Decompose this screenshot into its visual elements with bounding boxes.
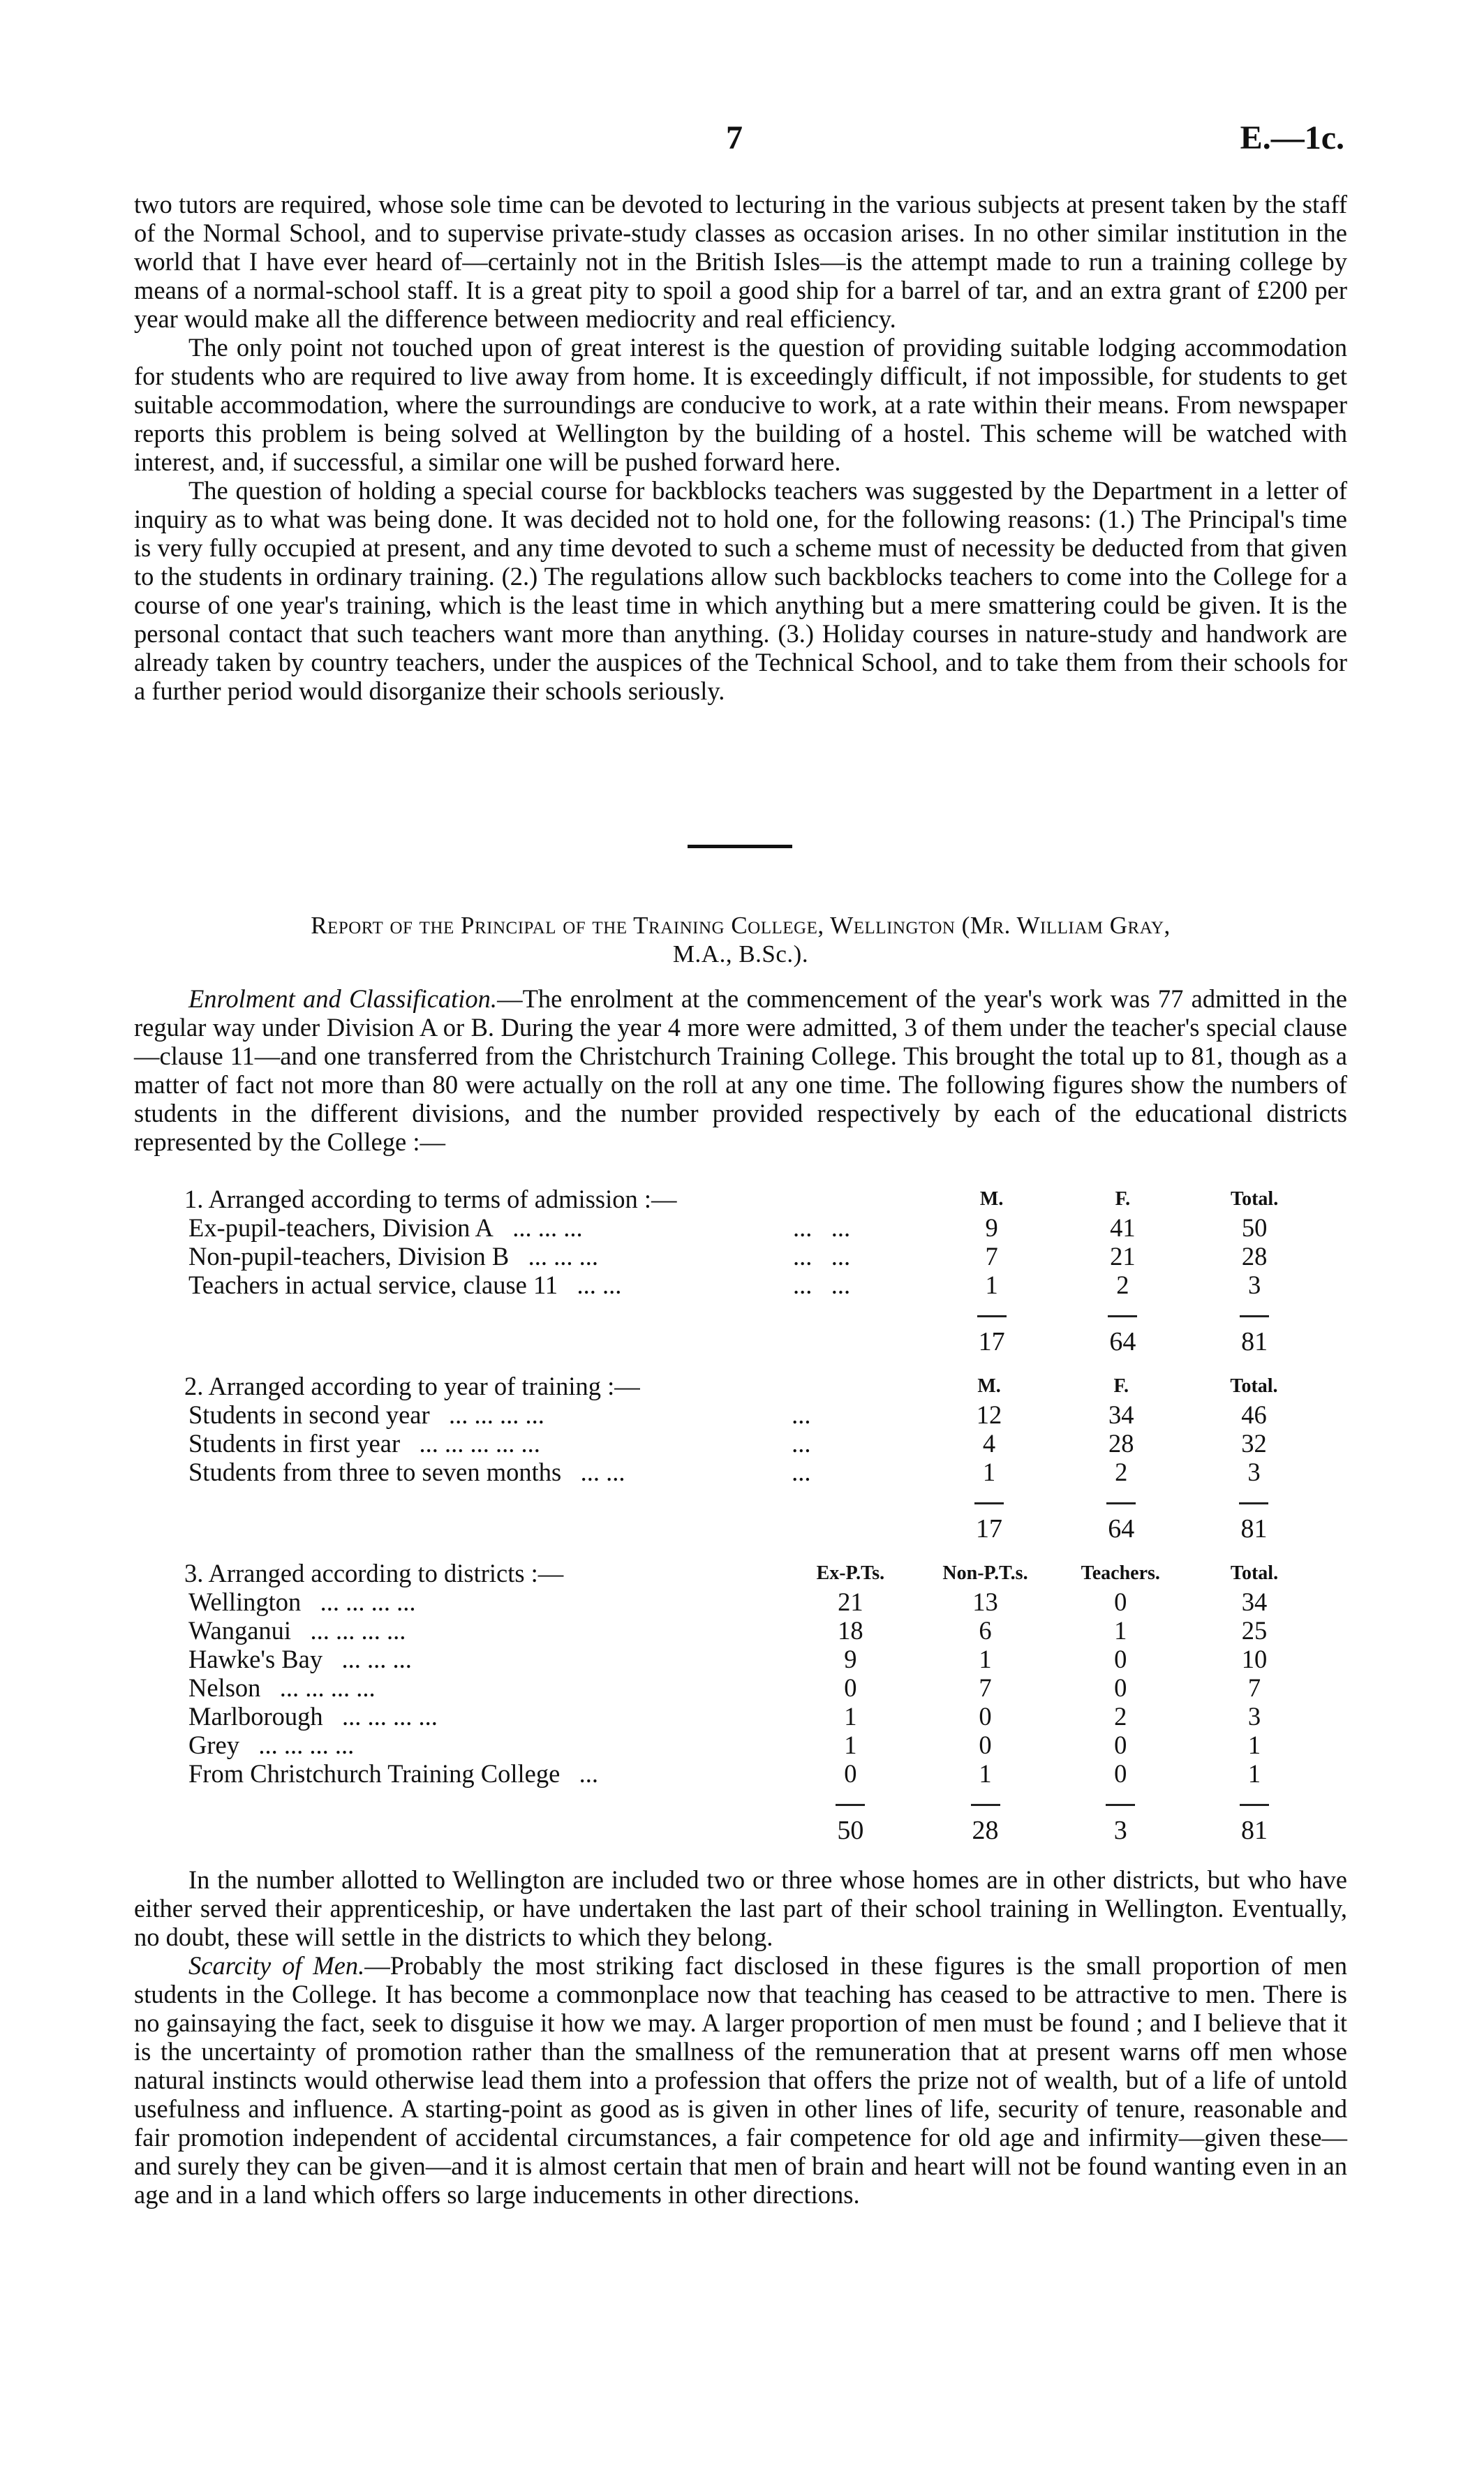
dot-leader: ... ... (792, 1242, 851, 1271)
table-row (134, 1400, 1321, 1429)
report-heading-line2: M.A., B.Sc.). (672, 940, 809, 968)
total-teachers: 3 (1113, 1816, 1127, 1845)
districts-table (134, 1559, 1321, 1845)
cell-ex-pt: 1 (844, 1702, 857, 1731)
column-header: Teachers. (1081, 1562, 1160, 1584)
cell-total: 34 (1241, 1587, 1268, 1616)
scarcity-text: —Probably the most striking fact disclosed in these figures is the small proportion of men students in the College. It has become a commonplace now that teaching has ceased to be attractive to men. There is no gainsaying the fact, seek to disguise it how we may. A larger proportion of men must be found ; and I believe that it is the uncertainty of promotion rather than the smallness of the remuneration that at present warns off men whose natural instincts would otherwise lead them into a profession that offers the prize not of wealth, but of a life of untold usefulness and influence. A starting-point as good as is given in other lines of life, security of tenure, reasonable and fair promotion independent of accidental circumstances, a fair competence for old age and infirmity—given these—and surely they can be given—and it is almost certain that men of brain and heart will not be found wanting even in an age and in a land which offers so large inducements in other directions. (134, 1951, 1347, 2209)
dot-leader: ... ... (792, 1271, 851, 1299)
table-header-row (134, 1372, 1321, 1400)
row-label: Wellington ... ... ... ... (188, 1587, 416, 1616)
cell-non-pt: 7 (979, 1673, 992, 1702)
row-label: Non-pupil-teachers, Division B ... ... ... (188, 1242, 598, 1271)
table-row (134, 1213, 1321, 1242)
cell-non-pt: 13 (972, 1587, 998, 1616)
rule-dash (1106, 1502, 1136, 1504)
closing-section (134, 1865, 1347, 2209)
document-reference: E.—1c. (1240, 119, 1344, 156)
enrolment-paragraph (134, 984, 1347, 1156)
enrolment-title: Enrolment and Classification. (188, 984, 498, 1013)
total-total: 81 (1240, 1816, 1268, 1845)
cell-non-pt: 1 (979, 1645, 992, 1673)
rule-row (134, 1486, 1321, 1515)
scarcity-paragraph (134, 1951, 1347, 2209)
cell-ex-pt: 21 (838, 1587, 863, 1616)
table-row (134, 1429, 1321, 1458)
dot-leader: ... ... ... (512, 1213, 583, 1242)
table-header-row (134, 1559, 1321, 1587)
total-f: 64 (1108, 1514, 1135, 1544)
table-title: 2. Arranged according to year of training :— (184, 1372, 640, 1400)
cell-f: 2 (1116, 1271, 1129, 1299)
totals-row (134, 1816, 1321, 1845)
table-row (134, 1242, 1321, 1271)
cell-m: 9 (985, 1213, 998, 1242)
table-row (134, 1271, 1321, 1299)
total-m: 17 (976, 1514, 1003, 1544)
cell-total: 50 (1241, 1213, 1268, 1242)
dot-leader: ... ... ... ... (279, 1673, 376, 1702)
intro-section (134, 190, 1347, 705)
table-row (134, 1587, 1321, 1616)
column-header: Total. (1230, 1375, 1278, 1397)
cell-m: 4 (982, 1429, 996, 1458)
dot-leader: ... ... ... ... ... (419, 1429, 540, 1458)
rule-dash (1108, 1315, 1137, 1317)
intro-paragraph: The only point not touched upon of great interest is the question of providing suitable lodging accommodation for students who are required to live away from home. It is exceedingly difficult, if not impossible, for students to get suitable accommodation, where the surroundings are conducive to work, at a rate within their means. From newspaper reports this problem is being solved at Wellington by the building of a hostel. This scheme will be watched with interest, and, if successful, a similar one will be pushed forward here. (134, 333, 1347, 476)
page-number: 7 (726, 119, 743, 156)
totals-row (134, 1328, 1321, 1356)
cell-teachers: 0 (1114, 1731, 1127, 1759)
cell-ex-pt: 18 (838, 1616, 863, 1645)
table-row (134, 1731, 1321, 1759)
dot-leader: ... ... (792, 1213, 851, 1242)
dot-leader: ... ... ... (341, 1645, 412, 1673)
cell-total: 1 (1247, 1759, 1261, 1788)
row-label: Teachers in actual service, clause 11 ... ... (188, 1271, 622, 1299)
table-row (134, 1616, 1321, 1645)
rule-dash (1106, 1804, 1135, 1806)
dot-leader: ... ... (577, 1271, 622, 1299)
cell-non-pt: 6 (979, 1616, 992, 1645)
column-header: Total. (1230, 1562, 1279, 1584)
row-label: Ex-pupil-teachers, Division A ... ... ... (188, 1213, 583, 1242)
cell-non-pt: 0 (979, 1702, 992, 1731)
cell-teachers: 0 (1114, 1759, 1127, 1788)
cell-m: 1 (985, 1271, 998, 1299)
row-label: Hawke's Bay ... ... ... (188, 1645, 412, 1673)
row-label: Students in second year ... ... ... ... (188, 1400, 544, 1429)
section-divider (688, 845, 792, 848)
cell-teachers: 1 (1114, 1616, 1127, 1645)
row-label: Grey ... ... ... ... (188, 1731, 355, 1759)
totals-row (134, 1515, 1321, 1544)
cell-non-pt: 1 (979, 1759, 992, 1788)
cell-non-pt: 0 (979, 1731, 992, 1759)
intro-paragraph: The question of holding a special course for backblocks teachers was suggested by the Department in a letter of inquiry as to what was being done. It was decided not to hold one, for the following reasons: (1.) The Principal's time is very fully occupied at present, and any time devoted to such a scheme must of necessity be deducted from that given to the students in ordinary training. (2.) The regulations allow such backblocks teachers to come into the College for a course of one year's training, which is the least time in which anything but a mere smattering could be given. It is the personal contact that such teachers want more than anything. (3.) Holiday courses in nature-study and handwork are already taken by country teachers, under the auspices of the Technical School, and to take them from their schools for a further period would disorganize their schools seriously. (134, 476, 1347, 705)
cell-m: 1 (982, 1458, 996, 1486)
report-heading (134, 911, 1347, 968)
total-total: 81 (1241, 1327, 1268, 1356)
table-row (134, 1673, 1321, 1702)
dot-leader: ... (792, 1458, 811, 1486)
cell-total: 3 (1247, 1702, 1261, 1731)
total-f: 64 (1109, 1327, 1136, 1356)
table-row (134, 1458, 1321, 1486)
dot-leader: ... ... ... ... (341, 1702, 438, 1731)
cell-total: 1 (1247, 1731, 1261, 1759)
dot-leader: ... ... ... ... (320, 1587, 416, 1616)
rule-dash (1240, 1804, 1269, 1806)
total-m: 17 (978, 1327, 1005, 1356)
rule-row (134, 1788, 1321, 1816)
column-header: Ex-P.Ts. (816, 1562, 885, 1584)
dot-leader: ... (792, 1400, 811, 1429)
cell-teachers: 2 (1114, 1702, 1127, 1731)
column-header: M. (977, 1375, 1001, 1397)
column-header: F. (1113, 1375, 1129, 1397)
cell-m: 12 (976, 1400, 1002, 1429)
rule-dash (977, 1315, 1007, 1317)
cell-total: 10 (1241, 1645, 1268, 1673)
dot-leader: ... (792, 1429, 811, 1458)
year-table (134, 1372, 1321, 1544)
row-label: Students in first year ... ... ... ... ... (188, 1429, 540, 1458)
row-label: Students from three to seven months ... ... (188, 1458, 625, 1486)
enrolment-section (134, 984, 1347, 1156)
admission-table (134, 1185, 1321, 1356)
cell-f: 41 (1110, 1213, 1136, 1242)
dot-leader: ... ... (580, 1458, 625, 1486)
cell-f: 2 (1115, 1458, 1128, 1486)
table-title: 3. Arranged according to districts :— (184, 1559, 564, 1587)
column-header: Non-P.T.s. (942, 1562, 1028, 1584)
intro-paragraph: two tutors are required, whose sole time can be devoted to lecturing in the various subjects at present taken by the staff of the Normal School, and to supervise private-study classes as occasion arises. In no other similar institution in the world that I have ever heard of—certainly not in the British Isles—is the attempt made to run a training college by means of a normal-school staff. It is a great pity to spoil a good ship for a barrel of tar, and an extra grant of £200 per year would make all the difference between mediocrity and real efficiency. (134, 190, 1347, 333)
cell-teachers: 0 (1114, 1645, 1127, 1673)
cell-ex-pt: 1 (844, 1731, 857, 1759)
cell-total: 25 (1241, 1616, 1268, 1645)
report-heading-line1: Report of the Principal of the Training College, Wellington (Mr. William Gray, (311, 912, 1171, 939)
table-row (134, 1759, 1321, 1788)
cell-total: 46 (1241, 1400, 1267, 1429)
enrolment-text: —The enrolment at the commencement of the year's work was 77 admitted in the regular way under Division A or B. During the year 4 more were admitted, 3 of them under the teacher's special clause—clause 11—and one transferred from the Christchurch Training College. This brought the total up to 81, though as a matter of fact not more than 80 were actually on the roll at any one time. The following figures show the numbers of students in the different divisions, and the number provided respectively by each of the educational districts represented by the College :— (134, 984, 1347, 1156)
total-non-pt: 28 (972, 1816, 999, 1845)
cell-m: 7 (985, 1242, 998, 1271)
rule-dash (836, 1804, 865, 1806)
cell-total: 3 (1247, 1271, 1261, 1299)
table-row (134, 1645, 1321, 1673)
column-header: Total. (1230, 1188, 1279, 1210)
cell-f: 34 (1108, 1400, 1134, 1429)
cell-total: 28 (1241, 1242, 1268, 1271)
table-title: 1. Arranged according to terms of admission :— (184, 1185, 677, 1213)
dot-leader: ... ... ... (528, 1242, 598, 1271)
dot-leader: ... ... ... ... (258, 1731, 355, 1759)
column-header: M. (979, 1188, 1004, 1210)
dot-leader: ... ... ... ... (310, 1616, 406, 1645)
cell-f: 28 (1108, 1429, 1134, 1458)
row-label: Nelson ... ... ... ... (188, 1673, 376, 1702)
total-ex-pt: 50 (837, 1816, 864, 1845)
rule-dash (1240, 1315, 1269, 1317)
dot-leader: ... ... ... ... (449, 1400, 544, 1429)
cell-teachers: 0 (1114, 1673, 1127, 1702)
total-total: 81 (1240, 1514, 1268, 1544)
cell-total: 7 (1247, 1673, 1261, 1702)
rule-row (134, 1299, 1321, 1328)
cell-teachers: 0 (1114, 1587, 1127, 1616)
rule-dash (1239, 1502, 1268, 1504)
rule-dash (974, 1502, 1004, 1504)
cell-ex-pt: 0 (844, 1759, 857, 1788)
column-header: F. (1115, 1188, 1131, 1210)
cell-total: 32 (1241, 1429, 1267, 1458)
table-header-row (134, 1185, 1321, 1213)
closing-paragraph: In the number allotted to Wellington are included two or three whose homes are in other districts, but who have either served their apprenticeship, or have undertaken the last part of their school training in Wellington. Eventually, no doubt, these will settle in the districts to which they belong. (134, 1865, 1347, 1951)
row-label: Marlborough ... ... ... ... (188, 1702, 438, 1731)
rule-dash (971, 1804, 1000, 1806)
cell-ex-pt: 0 (844, 1673, 857, 1702)
scarcity-title: Scarcity of Men. (188, 1951, 365, 1980)
row-label: Wanganui ... ... ... ... (188, 1616, 406, 1645)
cell-ex-pt: 9 (844, 1645, 857, 1673)
table-row (134, 1702, 1321, 1731)
cell-f: 21 (1110, 1242, 1136, 1271)
dot-leader: ... (579, 1759, 599, 1788)
cell-total: 3 (1247, 1458, 1261, 1486)
row-label: From Christchurch Training College ... (188, 1759, 599, 1788)
